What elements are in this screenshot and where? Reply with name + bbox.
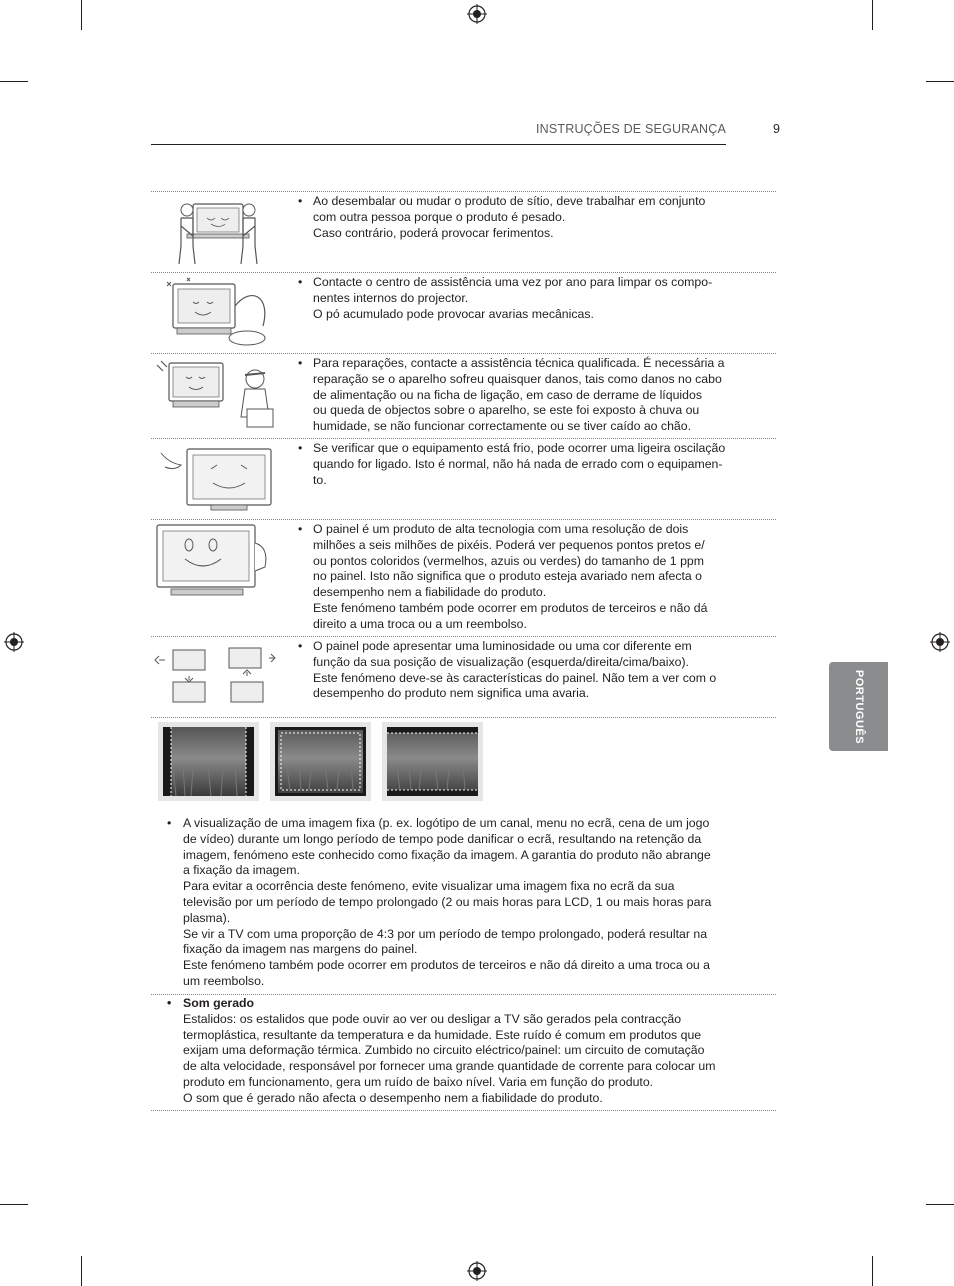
item-line: O som que é gerado não afecta o desempenho nem a fiabilidade do produto. — [183, 1090, 603, 1105]
item-line: fixação da imagem nas margens do painel. — [183, 942, 418, 957]
bullet: • — [298, 194, 303, 208]
item-line: de vídeo) durante um longo período de tempo pode danificar o ecrã, resultando na retenção da — [183, 831, 702, 846]
language-tab-label: PORTUGUÊS — [852, 669, 865, 744]
crop-mark — [0, 1204, 28, 1205]
item-line: direito a uma troca ou a um reembolso. — [313, 616, 527, 631]
tv-vacuum-cleaner-icon — [151, 276, 281, 348]
row-divider — [151, 272, 776, 273]
section-title: INSTRUÇÕES DE SEGURANÇA — [535, 122, 726, 136]
crop-mark — [926, 81, 954, 82]
item-line: O pó acumulado pode provocar avarias mecânicas. — [313, 306, 594, 321]
crop-mark — [872, 0, 873, 30]
row-divider — [151, 191, 776, 192]
item-line: de alta velocidade, responsável por fornecer uma grande quantidade de corrente para colocar um — [183, 1059, 716, 1074]
registration-mark-icon — [4, 632, 24, 652]
generated-sound-item — [167, 996, 759, 1107]
item-line: milhões a seis milhões de pixéis. Poderá ver pequenos pontos pretos e/ — [313, 537, 705, 552]
item-line: Este fenómeno também pode ocorrer em produtos de terceiros e não dá direito a uma troca ou a — [183, 958, 711, 973]
image-retention-item — [167, 816, 759, 990]
item-line: Se vir a TV com uma proporção de 4:3 por um período de tempo prolongado, poderá resultar na — [183, 926, 708, 941]
safety-item — [298, 639, 758, 702]
row-divider — [151, 438, 776, 439]
item-line: Se verificar que o equipamento está frio, pode ocorrer uma ligeira oscilação — [313, 441, 726, 455]
item-line: Para evitar a ocorrência deste fenómeno, evite visualizar uma imagem fixa no ecrã da sua — [183, 879, 675, 894]
image-retention-example-photo — [270, 722, 371, 801]
safety-item — [298, 441, 758, 488]
cold-tv-icon — [151, 443, 281, 515]
item-line: nentes internos do projector. — [313, 290, 469, 305]
page-number: 9 — [773, 122, 780, 136]
bullet: • — [298, 275, 303, 289]
item-line: Este fenómeno também pode ocorrer em produtos de terceiros e não dá — [313, 600, 708, 615]
item-line: quando for ligado. Isto é normal, não há nada de errado com o equipamen- — [313, 456, 723, 471]
registration-mark-icon — [930, 632, 950, 652]
item-line: reparação se o aparelho sofreu quaisquer danos, tais como danos no cabo — [313, 371, 722, 386]
item-line: A visualização de uma imagem fixa (p. ex. logótipo de um canal, menu no ecrã, cena de um jogo — [183, 816, 710, 830]
bullet: • — [298, 441, 303, 455]
item-line: ou pontos coloridos (vermelhos, azuis ou verdes) do tamanho de 1 ppm — [313, 553, 704, 568]
row-divider — [151, 1110, 776, 1111]
header-divider — [151, 144, 726, 145]
row-divider — [151, 636, 776, 637]
item-line: Contacte o centro de assistência uma vez por ano para limpar os compo- — [313, 275, 713, 289]
row-divider — [151, 994, 776, 995]
bullet: • — [167, 996, 172, 1010]
crop-mark — [872, 1256, 873, 1286]
bullet: • — [298, 522, 303, 536]
item-line: termoplástica, resultante da temperatura e da humidade. Este ruído é comum em produtos que — [183, 1027, 702, 1042]
bullet: • — [298, 356, 303, 370]
item-line: Para reparações, contacte a assistência técnica qualificada. É necessária a — [313, 356, 725, 370]
language-tab — [829, 662, 888, 751]
safety-item — [298, 275, 758, 322]
image-retention-example-photo — [382, 722, 483, 801]
item-line: desempenho do produto nem significa uma avaria. — [313, 686, 590, 701]
item-line: Este fenómeno deve-se às características do painel. Não tem a ver com o — [313, 670, 717, 685]
image-retention-example-photo — [158, 722, 259, 801]
item-line: Ao desembalar ou mudar o produto de sítio, deve trabalhar em conjunto — [313, 194, 706, 208]
viewing-angle-tv-icon — [151, 642, 281, 710]
crop-mark — [81, 0, 82, 30]
bullet: • — [167, 816, 172, 830]
item-line: no painel. Isto não significa que o produto esteja avariado nem afecta o — [313, 569, 702, 584]
registration-mark-icon — [467, 4, 487, 24]
item-line: humidade, se não funcionar correctamente ou se tiver caído ao chão. — [313, 419, 692, 434]
item-line: O painel é um produto de alta tecnologia com uma resolução de dois — [313, 522, 689, 536]
item-line: ou queda de objectos sobre o aparelho, se este foi exposto à chuva ou — [313, 403, 700, 418]
bullet: • — [298, 639, 303, 653]
item-line: Estalidos: os estalidos que pode ouvir ao ver ou desligar a TV são gerados pela contracção — [183, 1011, 682, 1026]
item-line: um reembolso. — [183, 973, 265, 988]
tv-technician-icon — [151, 357, 281, 433]
pixel-panel-tv-icon — [151, 523, 281, 601]
crop-mark — [0, 81, 28, 82]
registration-mark-icon — [467, 1261, 487, 1281]
item-line: O painel pode apresentar uma luminosidade ou uma cor diferente em — [313, 639, 692, 653]
item-line: to. — [313, 472, 327, 487]
crop-mark — [81, 1256, 82, 1286]
row-divider — [151, 353, 776, 354]
safety-item — [298, 356, 758, 435]
item-line: com outra pessoa porque o produto é pesado. — [313, 209, 566, 224]
safety-item — [298, 522, 758, 633]
item-line: de alimentação ou na ficha de ligação, em caso de derrame de líquidos — [313, 387, 702, 402]
item-line: a fixação da imagem. — [183, 863, 300, 878]
row-divider — [151, 717, 776, 718]
item-line: Caso contrário, poderá provocar ferimentos. — [313, 225, 554, 240]
safety-item — [298, 194, 758, 241]
people-carrying-tv-icon — [151, 196, 281, 266]
item-line: imagem, fenómeno este conhecido como fixação da imagem. A garantia do produto não abrange — [183, 847, 711, 862]
crop-mark — [926, 1204, 954, 1205]
item-line: plasma). — [183, 910, 231, 925]
item-line: função da sua posição de visualização (esquerda/direita/cima/baixo). — [313, 654, 689, 669]
item-heading: Som gerado — [183, 996, 255, 1010]
item-line: televisão por um período de tempo prolongado (2 ou mais horas para LCD, 1 ou mais horas para — [183, 894, 712, 909]
item-line: produto em funcionamento, gera um ruído de baixo nível. Varia em função do produto. — [183, 1074, 654, 1089]
row-divider — [151, 519, 776, 520]
item-line: desempenho nem a fiabilidade do produto. — [313, 585, 547, 600]
item-line: exijam uma deformação térmica. Zumbido no circuito eléctrico/painel: um circuito de comutação — [183, 1043, 705, 1058]
